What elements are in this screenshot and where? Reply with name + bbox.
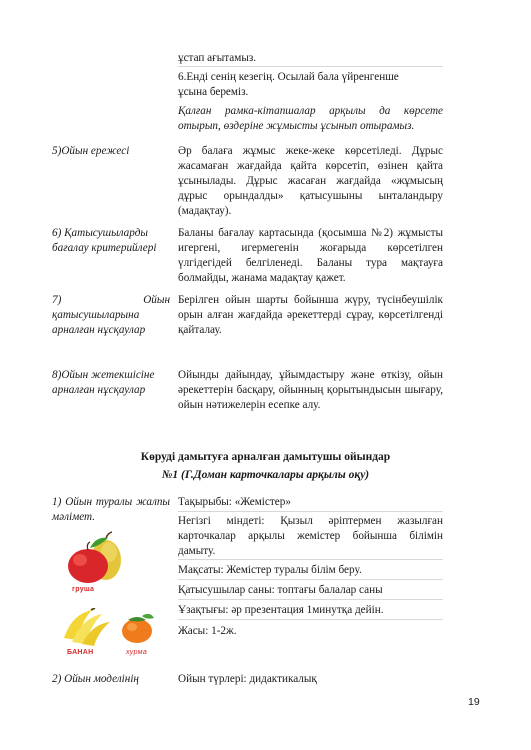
row-divider	[178, 559, 443, 560]
section1-label: 1) Ойын туралы жалпы мәлімет.	[52, 496, 170, 523]
banana-icon	[58, 608, 114, 648]
pear-card-image	[50, 530, 130, 596]
persimmon-label: хурма	[126, 649, 148, 656]
row-divider	[178, 599, 443, 600]
persimmon-card-image	[116, 612, 158, 660]
persimmon-icon	[116, 612, 158, 646]
row-text-participants: Берілген ойын шарты бойынша жүру, түсінбеушілік орын алған жағдайда әрекеттерді сұрау, көрсетілгенді қайталау.	[178, 294, 443, 336]
section1-goal: Мақсаты: Жемістер туралы білім беру.	[178, 564, 362, 576]
section1-duration: Ұзақтығы: әр презентация 1минутқа дейін.	[178, 604, 384, 616]
section1-topic: Тақырыбы: «Жемістер»	[178, 496, 291, 508]
banana-card-image	[58, 608, 114, 660]
banana-label: БАНАН	[67, 649, 94, 656]
row-label-participants: 7) Ойын қатысушыларына арналған нұсқаулар	[52, 294, 170, 336]
row-text-rules: Әр балаға жұмыс жеке-жеке көрсетіледі. Дұрыс жасамаған жағдайда қайта көрсетіп, өзінен қайта ұсынылады. Дұрыс жасаған жағдайда «жұмысың дұрыс орындалды» қатысушыны ынталандыру (мадақтау).	[178, 145, 443, 217]
row-label-criteria: 6) Қатысушыларды бағалау критерийлері	[52, 227, 157, 254]
page-number: 19	[468, 696, 480, 708]
section2-text: Ойын түрлері: дидактикалық	[178, 673, 317, 685]
pear-apple-icon	[50, 530, 130, 586]
row-divider	[178, 511, 443, 512]
section1-count: Қатысушылар саны: топтағы балалар саны	[178, 584, 383, 596]
section2-label: 2) Ойын моделінің	[52, 673, 139, 685]
row-text-criteria: Баланы бағалау картасында (қосымша №2) жұмысты игергені, игермегенін жоғарыда көрсетілген үлгідегідей белгіленеді. Баланы тура мақтауға болмайды, жанама мадақтау қажет.	[178, 227, 443, 284]
row-divider	[178, 619, 443, 620]
top-italic-note: Қалған рамка-кітапшалар арқылы да көрсете отырып, өздеріне жұмысты ұсынып отырамыз.	[178, 105, 443, 132]
top-line-2: 6.Енді сенің кезегің. Осылай бала үйренгенше	[178, 71, 399, 83]
row-label-rules: 5)Ойын ережесі	[52, 145, 130, 157]
section-heading: Көруді дамытуға арналған дамытушы ойындар	[140, 451, 391, 463]
section1-age: Жасы: 1-2ж.	[178, 625, 237, 637]
row-label-leader: 8)Ойын жетекшісіне арналған нұсқаулар	[52, 369, 155, 396]
top-line-1: ұстап ағытамыз.	[178, 52, 257, 64]
row-divider	[178, 579, 443, 580]
row-text-leader: Ойынды дайындау, ұйымдастыру және өткізу, ойын әрекеттерін басқару, ойынның қорытындысын шығару, ойын нәтижелерін есепке алу.	[178, 369, 443, 411]
pear-label: груша	[72, 586, 95, 593]
top-line-3: ұсына береміз.	[178, 86, 249, 98]
row-divider	[178, 66, 443, 67]
section-subheading: №1 (Г.Доман карточкалары арқылы оқу)	[161, 469, 370, 481]
section1-task: Негізгі міндеті: Қызыл әріптермен жазылған карточкалар арқылы жемістер бойынша білімін дамыту.	[178, 515, 443, 557]
